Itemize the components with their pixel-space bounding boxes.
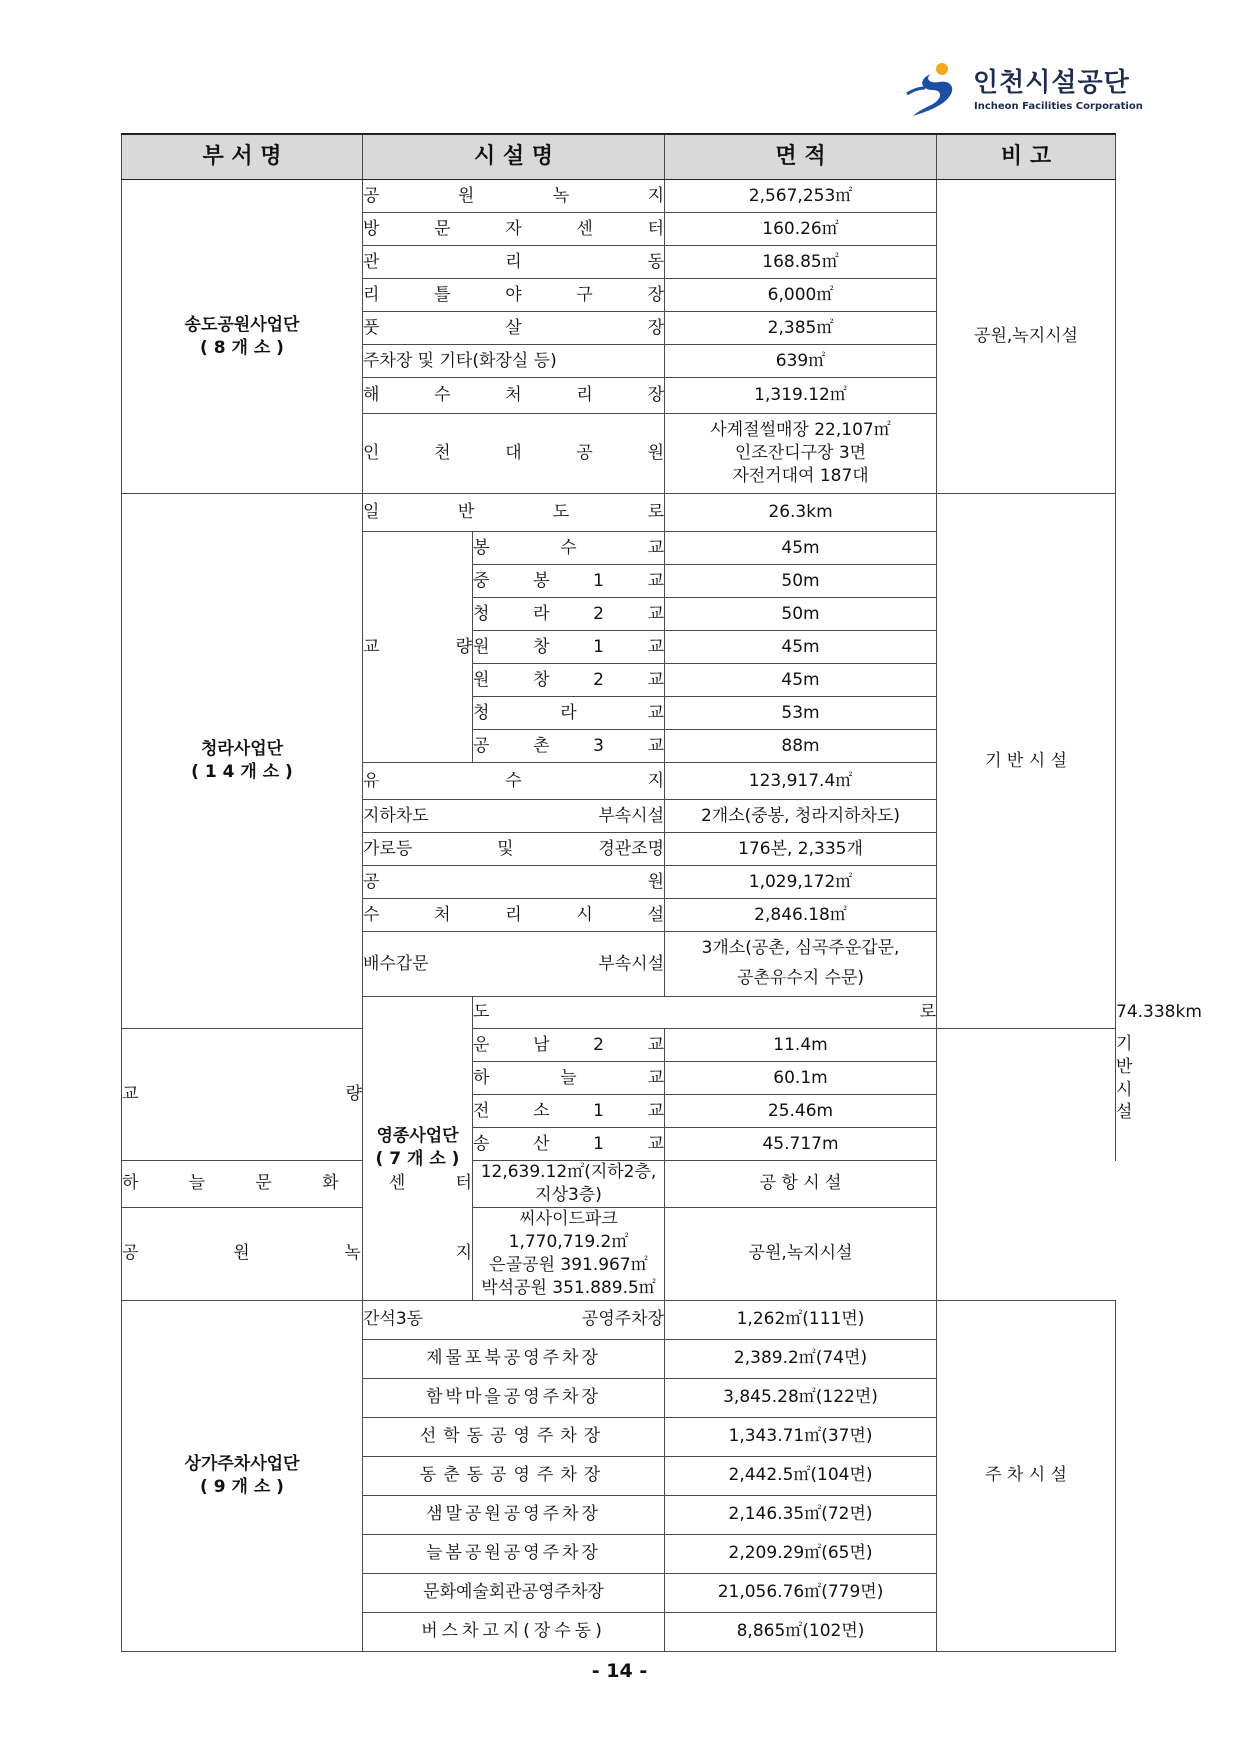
facility-name: 관 리 동 xyxy=(363,246,665,279)
page-number: - 14 - xyxy=(591,1660,648,1682)
dept-parking: 상가주차사업단 ( 9 개 소 ) xyxy=(122,1300,363,1651)
table-row xyxy=(122,494,1116,532)
facility-area: 6,000㎡ xyxy=(665,279,937,312)
bridge-group-label: 교 량 xyxy=(122,1029,363,1161)
bridge-name: 하 늘 교 xyxy=(473,1062,665,1095)
facility-name: 일 반 도 로 xyxy=(363,494,665,532)
facility-area: 1,343.71㎡(37면) xyxy=(665,1417,937,1456)
facility-area: 639㎡ xyxy=(665,345,937,378)
facility-area: 2,389.2㎡(74면) xyxy=(665,1339,937,1378)
facility-name: 가로등 및 경관조명 xyxy=(363,833,665,866)
note-yeongjong-park: 공원,녹지시설 xyxy=(665,1207,937,1300)
bridge-length: 53m xyxy=(665,697,937,730)
note-yeongjong-airport: 공 항 시 설 xyxy=(665,1161,937,1208)
facility-name: 간석3동 공영주차장 xyxy=(363,1300,665,1339)
bridge-length: 45.717m xyxy=(665,1128,937,1161)
facility-area: 3,845.28㎡(122면) xyxy=(665,1378,937,1417)
bridge-name: 청 라 2 교 xyxy=(473,598,665,631)
dept-yeongjong: 영종사업단 ( 7 개 소 ) xyxy=(363,997,473,1301)
facility-name: 하 늘 문 화 센 터 xyxy=(122,1161,473,1208)
facility-name: 샘말공원공영주차장 xyxy=(363,1495,665,1534)
facility-name: 늘봄공원공영주차장 xyxy=(363,1534,665,1573)
facility-area: 21,056.76㎡(779면) xyxy=(665,1573,937,1612)
facility-area: 1,029,172㎡ xyxy=(665,866,937,899)
bridge-name: 청 라 교 xyxy=(473,697,665,730)
facility-name: 공 원 녹 지 xyxy=(122,1207,473,1300)
bridge-length: 45m xyxy=(665,631,937,664)
facility-area: 8,865㎡(102면) xyxy=(665,1612,937,1651)
logo-english-text: Incheon Facilities Corporation xyxy=(974,101,1143,112)
facility-area: 123,917.4㎡ xyxy=(665,763,937,800)
facility-name: 함박마을공영주차장 xyxy=(363,1378,665,1417)
bridge-length: 50m xyxy=(665,598,937,631)
facility-area: 160.26㎡ xyxy=(665,213,937,246)
facility-name: 지하차도 부속시설 xyxy=(363,800,665,833)
facility-name: 공 원 녹 지 xyxy=(363,180,665,213)
bridge-name: 원 창 2 교 xyxy=(473,664,665,697)
table-header-row xyxy=(122,134,1116,180)
bridge-length: 88m xyxy=(665,730,937,763)
facility-area: 2,209.29㎡(65면) xyxy=(665,1534,937,1573)
facility-area: 2,846.18㎡ xyxy=(665,899,937,932)
header-note: 비 고 xyxy=(937,134,1116,180)
table-row xyxy=(122,1300,1116,1339)
facility-area: 1,262㎡(111면) xyxy=(665,1300,937,1339)
facility-area: 2개소(중봉, 청라지하차도) xyxy=(665,800,937,833)
facility-name: 동춘동공영주차장 xyxy=(363,1456,665,1495)
bridge-name: 공 촌 3 교 xyxy=(473,730,665,763)
facility-area: 26.3km xyxy=(665,494,937,532)
note-songdo: 공원,녹지시설 xyxy=(937,180,1116,494)
bridge-name: 전 소 1 교 xyxy=(473,1095,665,1128)
facility-name: 리 틀 야 구 장 xyxy=(363,279,665,312)
logo-korean-text: 인천시설공단 xyxy=(973,68,1130,98)
facility-name: 공 원 xyxy=(363,866,665,899)
facility-name: 주차장 및 기타(화장실 등) xyxy=(363,345,665,378)
bridge-length: 25.46m xyxy=(665,1095,937,1128)
bridge-name: 운 남 2 교 xyxy=(473,1029,665,1062)
company-logo xyxy=(905,58,1143,124)
table-row xyxy=(122,1207,1116,1300)
bridge-length: 11.4m xyxy=(665,1029,937,1062)
facility-name: 제물포북공영주차장 xyxy=(363,1339,665,1378)
header-facility: 시 설 명 xyxy=(363,134,665,180)
dept-cheongna: 청라사업단 ( 1 4 개 소 ) xyxy=(122,494,363,1029)
facility-name: 버스차고지(장수동) xyxy=(363,1612,665,1651)
note-cheongna: 기 반 시 설 xyxy=(937,494,1116,1029)
facility-name: 방 문 자 센 터 xyxy=(363,213,665,246)
facility-name: 풋 살 장 xyxy=(363,312,665,345)
facility-name: 선학동공영주차장 xyxy=(363,1417,665,1456)
note-parking: 주 차 시 설 xyxy=(937,1300,1116,1651)
facility-area: 씨사이드파크 1,770,719.2㎡ 은골공원 391.967㎡ 박석공원 351.889.5㎡ xyxy=(473,1207,665,1300)
facility-area: 176본, 2,335개 xyxy=(665,833,937,866)
bridge-length: 50m xyxy=(665,565,937,598)
facility-name: 유 수 지 xyxy=(363,763,665,800)
bridge-length: 45m xyxy=(665,664,937,697)
facility-area: 168.85㎡ xyxy=(665,246,937,279)
facility-table xyxy=(121,133,1202,1652)
bridge-length: 60.1m xyxy=(665,1062,937,1095)
facility-area: 2,146.35㎡(72면) xyxy=(665,1495,937,1534)
facility-area: 1,319.12㎡ xyxy=(665,378,937,414)
bridge-length: 45m xyxy=(665,532,937,565)
header-area: 면 적 xyxy=(665,134,937,180)
facility-area: 3개소(공촌, 심곡주운갑문, 공촌유수지 수문) xyxy=(665,932,937,997)
table-row xyxy=(122,180,1116,213)
logo-mark-icon xyxy=(905,60,971,122)
bridge-group-label: 교 량 xyxy=(363,532,473,763)
header-department: 부 서 명 xyxy=(122,134,363,180)
facility-name: 해 수 처 리 장 xyxy=(363,378,665,414)
dept-songdo: 송도공원사업단 ( 8 개 소 ) xyxy=(122,180,363,494)
table-row xyxy=(122,1029,1116,1062)
facility-name: 문화예술회관공영주차장 xyxy=(363,1573,665,1612)
facility-area: 12,639.12㎡(지하2층,지상3층) xyxy=(473,1161,665,1208)
facility-name: 배수갑문 부속시설 xyxy=(363,932,665,997)
facility-name: 인 천 대 공 원 xyxy=(363,414,665,494)
facility-area: 2,442.5㎡(104면) xyxy=(665,1456,937,1495)
bridge-name: 원 창 1 교 xyxy=(473,631,665,664)
bridge-name: 송 산 1 교 xyxy=(473,1128,665,1161)
facility-name: 도 로 xyxy=(473,997,937,1029)
bridge-name: 중 봉 1 교 xyxy=(473,565,665,598)
facility-area: 2,385㎡ xyxy=(665,312,937,345)
facility-area: 2,567,253㎡ xyxy=(665,180,937,213)
table-row: 영종사업단 ( 7 개 소 ) 도 로 74.338km 기 반 시 설 xyxy=(122,997,1116,1029)
bridge-name: 봉 수 교 xyxy=(473,532,665,565)
facility-name: 수 처 리 시 설 xyxy=(363,899,665,932)
facility-area: 사계절썰매장 22,107㎡ 인조잔디구장 3면 자전거대여 187대 xyxy=(665,414,937,494)
table-row xyxy=(122,1161,1116,1208)
